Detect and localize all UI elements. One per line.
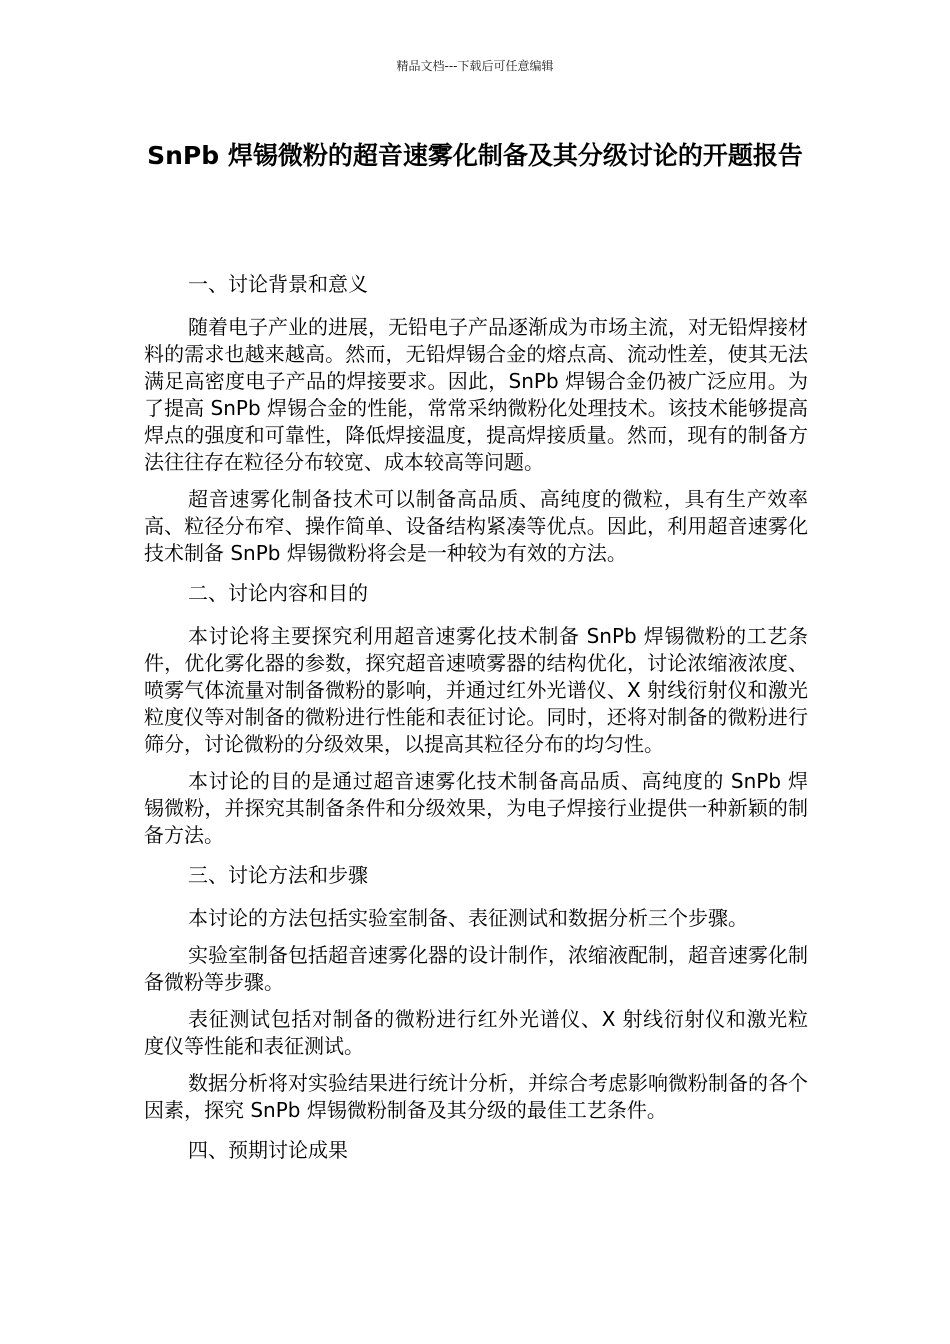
paragraph-methods-2: 实验室制备包括超音速雾化器的设计制作，浓缩液配制，超音速雾化制备微粉等步骤。 [144,943,808,994]
paragraph-content-2: 本讨论的目的是通过超音速雾化技术制备高品质、高纯度的 SnPb 焊锡微粉，并探究其制备条件和分级效果，为电子焊接行业提供一种新颖的制备方法。 [144,769,808,847]
header-note: 精品文档---下载后可任意编辑 [396,59,554,73]
section-heading-background: 一、讨论背景和意义 [188,272,368,296]
paragraph-methods-3: 表征测试包括对制备的微粉进行红外光谱仪、X 射线衍射仪和激光粒度仪等性能和表征测试。 [144,1007,808,1058]
paragraph-background-2: 超音速雾化制备技术可以制备高品质、高纯度的微粒，具有生产效率高、粒径分布窄、操作简单、设备结构紧凑等优点。因此，利用超音速雾化技术制备 SnPb 焊锡微粉将会是一种较为有效的方法。 [144,487,808,565]
section-heading-content: 二、讨论内容和目的 [188,581,368,605]
document-title: SnPb 焊锡微粉的超音速雾化制备及其分级讨论的开题报告 [147,141,803,170]
document-body [144,268,808,1180]
section-heading-methods: 三、讨论方法和步骤 [188,863,368,887]
paragraph-content-1: 本讨论将主要探究利用超音速雾化技术制备 SnPb 焊锡微粉的工艺条件，优化雾化器的参数，探究超音速喷雾器的结构优化，讨论浓缩液浓度、喷雾气体流量对制备微粉的影响，并通过红外光谱仪、X 射线衍射仪和激光粒度仪等对制备的微粉进行性能和表征讨论。同时，还将对制备的微粉进行筛分，讨论微粉的分级效果，以提高其粒径分布的均匀性。 [144,624,808,756]
paragraph-background-1: 随着电子产业的进展，无铅电子产品逐渐成为市场主流，对无铅焊接材料的需求也越来越高。然而，无铅焊锡合金的熔点高、流动性差，使其无法满足高密度电子产品的焊接要求。因此，SnPb 焊锡合金仍被广泛应用。为了提高 SnPb 焊锡合金的性能，常常采纳微粉化处理技术。该技术能够提高焊点的强度和可靠性，降低焊接温度，提高焊接质量。然而，现有的制备方法往往存在粒径分布较宽、成本较高等问题。 [144,315,808,474]
paragraph-methods-1: 本讨论的方法包括实验室制备、表征测试和数据分析三个步骤。 [188,906,748,930]
paragraph-methods-4: 数据分析将对实验结果进行统计分析，并综合考虑影响微粉制备的各个因素，探究 SnPb 焊锡微粉制备及其分级的最佳工艺条件。 [144,1071,808,1122]
section-heading-results: 四、预期讨论成果 [188,1138,348,1162]
